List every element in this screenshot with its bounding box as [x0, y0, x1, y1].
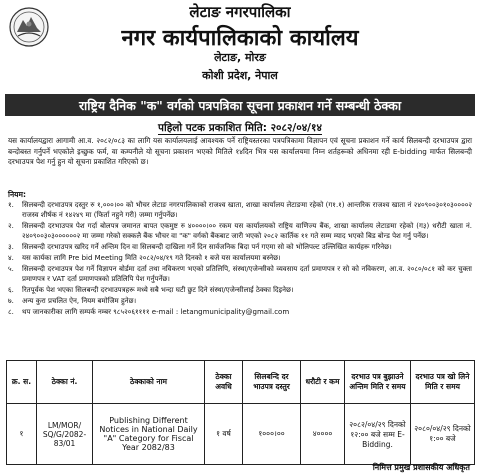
intro-paragraph: यस कार्यालयद्वारा आगामी आ.व. २०८२/०८३ का लागि यस कार्यालयलाई आवश्यक पर्ने राष्ट्रियस्तरका पत्रपत्रिकामा विज्ञापन एवं सूचना प्रकाशन गर्ने कार्य सिलबन्दी दरभाउपत्र द्वारा बन्दोबस्त गर्नुपर्ने भएकोले इच्छुक फर्म, वा कम्पनीले यो सूचना प्रकाशन भएको मितिले १४दिन भित्र यस कार्यालयमा निम्न शर्तहरूको अधिनमा रही E-bidding मार्फत सिलबन्दी दरभाउपत्र पेश गर्नु हुन यो सूचना प्रकाशित गरिएको छ। — [8, 136, 472, 166]
term-item: ८. थप जानकारीका लागि सम्पर्क नम्बर ९८५२०६११११ e-mail : letangmunicipality@gmail.com — [8, 308, 290, 316]
column-header: सिलबन्दि दर भाउपत्र दस्तुर — [243, 361, 301, 404]
table-cell: ४०००० — [301, 404, 345, 465]
terms-list — [8, 200, 472, 318]
table-cell: १ — [7, 404, 37, 465]
term-item: ३. सिलबन्दी दरभाउपत्र खरिद गर्ने अन्तिम दिन वा सिलबन्दी दाखिला गर्ने दिन सार्वजनिक बिदा पर्न गएमा सो को भोलिपल्ट उल्लिखित कार्यहरू गरिनेछ। — [8, 243, 392, 251]
office-name: नगर कार्यपालिकाको कार्यालय — [121, 26, 359, 51]
column-header: ठेक्का अवधि — [205, 361, 243, 404]
column-header: दरभाउ पत्र खो लिने मिति र समय — [411, 361, 475, 404]
table-cell: Publishing Different Notices in National Daily "A" Category for Fiscal Year 2082/83 — [93, 404, 205, 465]
notice-title: राष्ट्रिय दैनिक "क" वर्गको पत्रपत्रिका सूचना प्रकाशन गर्ने सम्बन्धी ठेक्का — [5, 94, 475, 116]
term-item: ७. अन्य कुरा प्रचलित ऐन, नियम बमोजिम हुनेछ। — [8, 297, 137, 305]
table-cell: १०००।०० — [243, 404, 301, 465]
publish-date-text: पहिलो पटक प्रकाशित मिति: २०८२/०४/१४ — [158, 122, 322, 134]
column-header: क्र. स. — [7, 361, 37, 404]
term-item: ४. यस कार्यका लागि Pre bid Meeting मिति २०८२/०४/१९ गते दिनको १ बजे यस कार्यालयमा बस्नेछ। — [8, 254, 281, 262]
table-cell: २०८०/०४/२९ दिनको १:०० बजे — [411, 404, 475, 465]
table-cell: २०८२/०४/२९ दिनको १२:०० बजे सम्म E-Bidding. — [345, 404, 411, 465]
table-header-row — [7, 361, 475, 404]
column-header: धरौटी र कम — [301, 361, 345, 404]
term-item: १. सिलबन्दी दरभाउपत्र दस्तुर रु १,०००।०० को भौचर लेटाङ नगरपालिकाको राजश्व खाता, शाखा कार्यालय लेटाङमा रहेको (ग१.१) आन्तरिक राजश्व खाता नं २४०९००३०१०३००००२ राजस्व शीर्षक नं १४२४९ मा (फिर्ता नहुने गरी) जम्मा गर्नुपर्नेछ। — [8, 201, 472, 219]
column-header: ठेक्काको नाम — [93, 361, 205, 404]
terms-title: नियम: — [8, 190, 26, 199]
office-location: लेटाङ, मोरङ — [214, 51, 266, 64]
signatory: निमित्त प्रमुख प्रशासकीय अधिकृत — [372, 463, 470, 472]
term-item: ६. रितपूर्वक पेश भएका सिलबन्दी दरभाउपत्रहरू मध्ये सबै भन्दा घटी छुट दिने संस्था/एजेन्सीलाई ठेक्का दिइनेछ। — [8, 286, 294, 294]
tender-table — [6, 360, 475, 465]
publish-date — [0, 121, 480, 135]
column-header: ठेक्का नं. — [37, 361, 93, 404]
column-header: दरभाउ पत्र बुझाउने अन्तिम मिति र समय — [345, 361, 411, 404]
table-row — [7, 404, 475, 465]
table-cell: LM/MOR/ SQ/G/2082- 83/01 — [37, 404, 93, 465]
letterhead — [0, 0, 480, 92]
term-item: ५. सिलबन्दी दरभाउपत्र पेश गर्ने विज्ञापन बोर्डमा दर्ता तथा नविकरण भएको प्रतिलिपि, संस्था/एजेन्सीको व्यवसाय दर्ता प्रमाणपत्र र सो को नविकरण, आ.व. २०८०/०८१ को कर चुक्ता प्रमाणपत्र र VAT दर्ता प्रमाणपत्रको प्रतिलिपि पेश गर्नुपर्नेछ। — [8, 265, 472, 283]
municipality-name: लेटाङ नगरपालिका — [189, 3, 291, 21]
province-name: कोशी प्रदेश, नेपाल — [202, 69, 278, 82]
table-cell: १ वर्ष — [205, 404, 243, 465]
term-item: २. सिलबन्दी दरभाउपत्र पेश गर्दा बोलपत्र जमानत बापत एकमुष्ट रु ४००००।०० रकम यस कार्यालयको राष्ट्रिय वाणिज्य बैंक, शाखा कार्यालय लेटाङमा रहेको (ग३) धरौटी खाता नं. २४०९००३०३००००००२ मा जम्मा गरेको सक्कलै बैंक भौचर वा "क" वर्गको बैंकबाट जारी भएको २०८२ कार्तिक ११ गते सम्म म्याद भएको बिड बोन्ड पेश गर्नु पर्नेछ। — [8, 222, 472, 240]
